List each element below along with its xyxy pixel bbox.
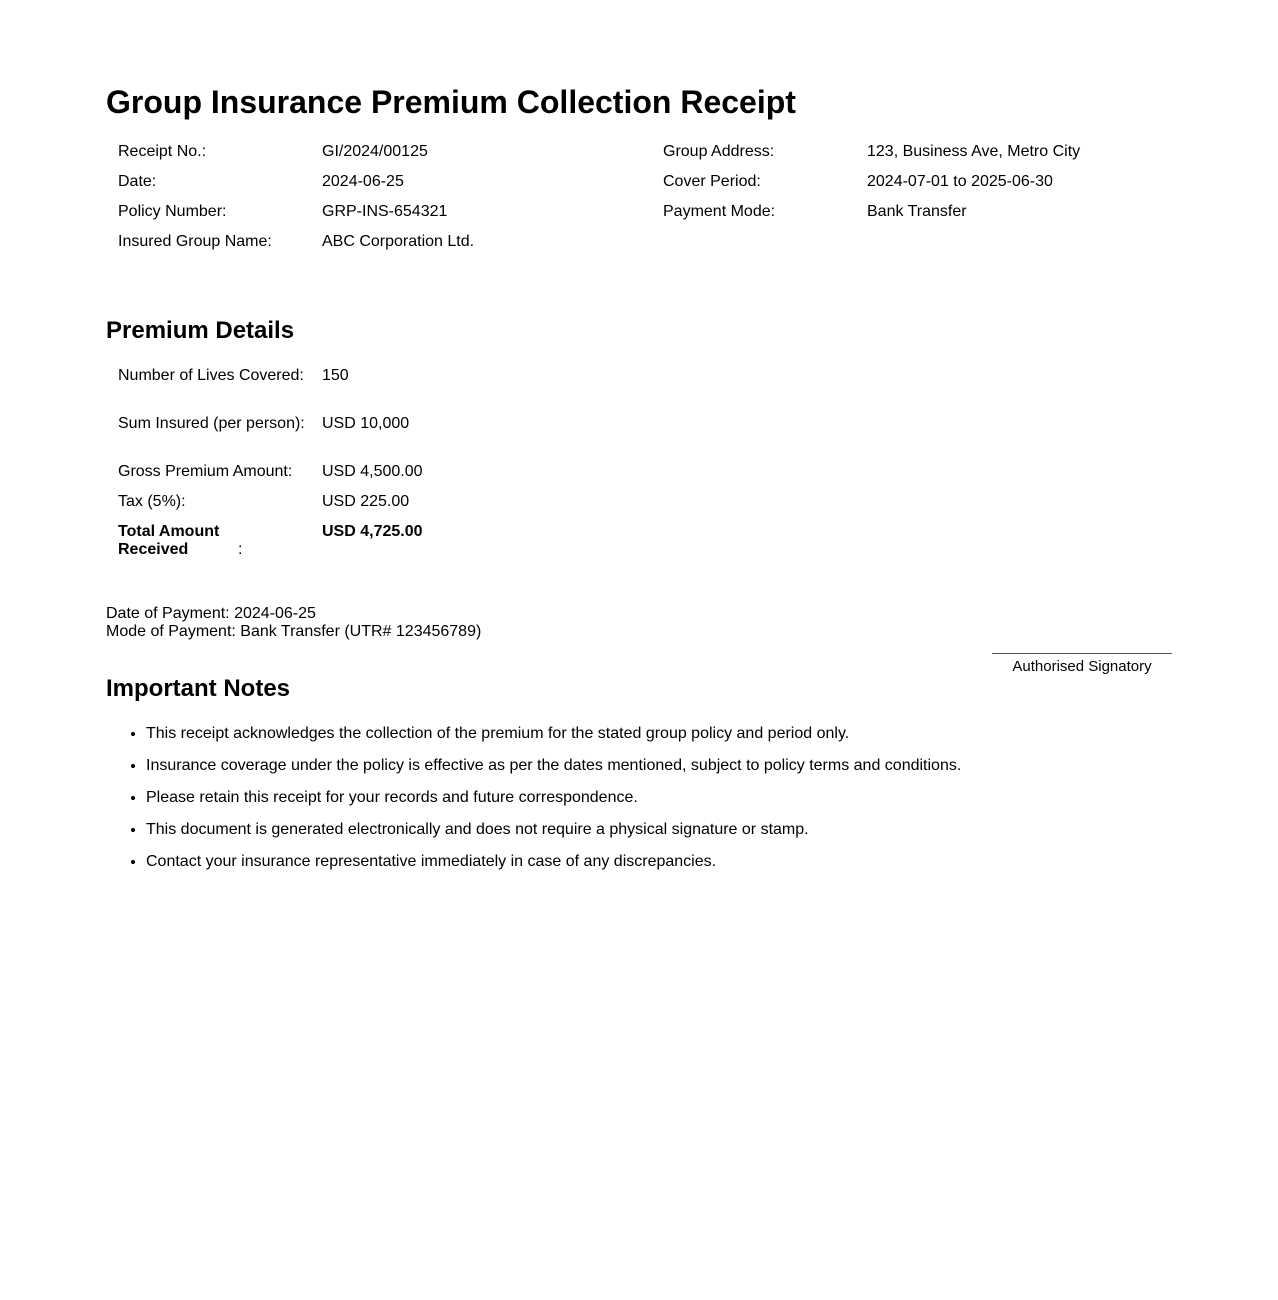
field-value: 150 <box>322 367 349 384</box>
field-value: USD 225.00 <box>322 493 410 510</box>
field-value: USD 4,500.00 <box>322 463 423 480</box>
total-amount-value: USD 4,725.00 <box>322 523 423 540</box>
total-label-text: Total Amount Received <box>118 523 220 558</box>
payment-mode-line: Mode of Payment: Bank Transfer (UTR# 123456789) <box>106 623 482 640</box>
field-label: Sum Insured (per person): <box>118 415 305 432</box>
list-item: • This receipt acknowledges the collection of the premium for the stated group policy and period only. <box>146 725 1146 743</box>
field-value: GI/2024/00125 <box>322 143 428 160</box>
field-label: Receipt No.: <box>118 143 207 160</box>
page-title: Group Insurance Premium Collection Receipt <box>106 84 796 120</box>
total-label-suffix: : <box>238 541 243 558</box>
list-item: • Contact your insurance representative immediately in case of any discrepancies. <box>146 853 1146 871</box>
payment-info <box>106 605 481 641</box>
field-label: Number of Lives Covered: <box>118 367 304 384</box>
important-notes-heading: Important Notes <box>106 675 291 702</box>
field-label: Tax (5%): <box>118 493 186 510</box>
field-label: Date: <box>118 173 157 190</box>
authorised-signatory: Authorised Signatory <box>992 653 1172 676</box>
notes-list <box>106 725 1146 885</box>
field-label: Cover Period: <box>663 173 761 190</box>
field-value: 2024-06-25 <box>322 173 404 190</box>
field-value: USD 10,000 <box>322 415 410 432</box>
premium-details-heading: Premium Details <box>106 317 295 344</box>
field-label: Policy Number: <box>118 203 227 220</box>
field-value: 2024-07-01 to 2025-06-30 <box>867 173 1053 190</box>
field-label: Insured Group Name: <box>118 233 272 250</box>
payment-date-line: Date of Payment: 2024-06-25 <box>106 605 316 622</box>
field-value: Bank Transfer <box>867 203 967 220</box>
field-label: Gross Premium Amount: <box>118 463 293 480</box>
field-value: GRP-INS-654321 <box>322 203 448 220</box>
total-label <box>118 523 308 559</box>
field-label: Payment Mode: <box>663 203 776 220</box>
list-item: • Insurance coverage under the policy is effective as per the dates mentioned, subject to policy terms and conditions. <box>146 757 1146 775</box>
list-item: • Please retain this receipt for your records and future correspondence. <box>146 789 1146 807</box>
field-label: Group Address: <box>663 143 775 160</box>
field-value: ABC Corporation Ltd. <box>322 233 475 250</box>
field-value: 123, Business Ave, Metro City <box>867 143 1081 160</box>
list-item: • This document is generated electronically and does not require a physical signature or stamp. <box>146 821 1146 839</box>
